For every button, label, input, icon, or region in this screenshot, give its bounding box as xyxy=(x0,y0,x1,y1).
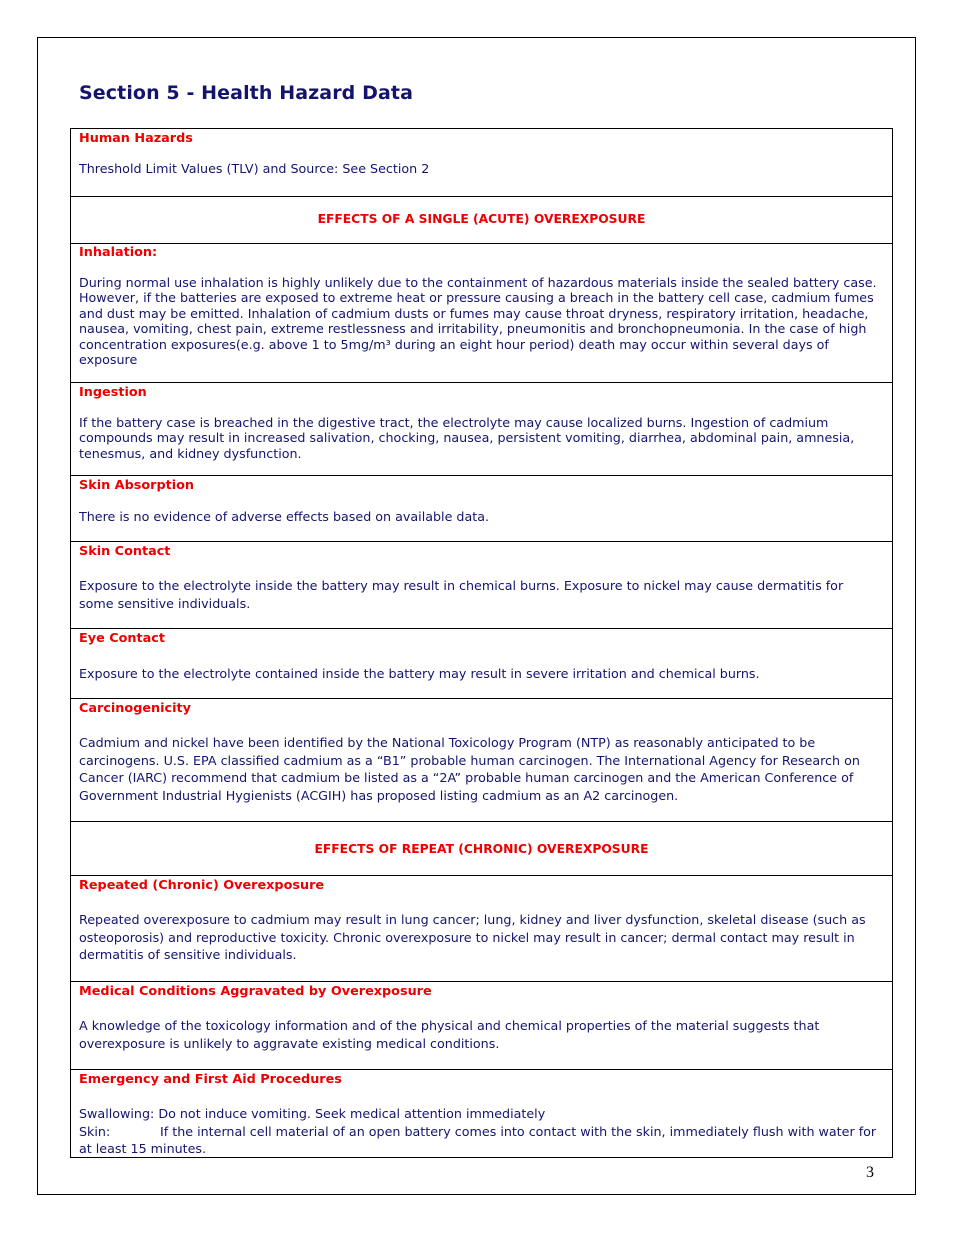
first-aid-skin-continuation: at least 15 minutes. xyxy=(79,1141,207,1157)
carcinogenicity-block xyxy=(71,698,892,821)
chronic-banner-block xyxy=(71,821,892,875)
skin-absorption-heading: Skin Absorption xyxy=(79,478,195,493)
medical-conditions-block xyxy=(71,981,892,1069)
first-aid-skin-label: Skin: xyxy=(79,1123,111,1139)
skin-absorption-text: There is no evidence of adverse effects based on available data. xyxy=(79,509,490,524)
inhalation-text: During normal use inhalation is highly unlikely due to the containment of hazardous materials inside the sealed battery case. However, if the batteries are exposed to extreme heat or pressure causing a breach in the battery cell case, cadmium fumes and dust may be emitted. Inhalation of cadmium dusts or fumes may cause throat dryness, respiratory irritation, headache, nausea, vomiting, chest pain, extreme restlessness and irritability, pneumonitis and bronchopneumonia. In the case of high concentration exposures(e.g. above 1 to 5mg/m³ during an eight hour period) death may occur within several days of exposure xyxy=(79,275,877,368)
skin-contact-heading: Skin Contact xyxy=(79,544,171,559)
chronic-overexposure-banner: EFFECTS OF REPEAT (CHRONIC) OVEREXPOSURE xyxy=(314,842,649,856)
eye-contact-text: Exposure to the electrolyte contained inside the battery may result in severe irritation and chemical burns. xyxy=(79,666,760,681)
carcinogenicity-text: Cadmium and nickel have been identified by the National Toxicology Program (NTP) as reasonably anticipated to be carcinogens. U.S. EPA classified cadmium as a “B1” probable human carcinogen. The International Agency for Research on Cancer (IARC) recommend that cadmium be listed as a “2A” probable human carcinogen and the American Conference of Government Industrial Hygienists (ACGIH) has proposed listing cadmium as an A2 carcinogen. xyxy=(79,735,860,803)
acute-overexposure-banner: EFFECTS OF A SINGLE (ACUTE) OVEREXPOSURE xyxy=(317,212,646,226)
eye-contact-block xyxy=(71,628,892,698)
chronic-heading: Repeated (Chronic) Overexposure xyxy=(79,878,325,893)
eye-contact-heading: Eye Contact xyxy=(79,631,165,646)
carcinogenicity-heading: Carcinogenicity xyxy=(79,701,191,716)
first-aid-text xyxy=(79,1105,878,1158)
skin-contact-block xyxy=(71,541,892,628)
first-aid-skin-line xyxy=(79,1123,878,1141)
human-hazards-text: Threshold Limit Values (TLV) and Source: See Section 2 xyxy=(79,161,430,176)
inhalation-block xyxy=(71,243,892,382)
medical-conditions-text: A knowledge of the toxicology information and of the physical and chemical properties of the material suggests that overexposure is unlikely to aggravate existing medical conditions. xyxy=(79,1018,820,1051)
first-aid-skin-text: If the internal cell material of an open battery comes into contact with the skin, immediately flush with water for xyxy=(160,1123,877,1139)
human-hazards-heading: Human Hazards xyxy=(79,131,193,146)
first-aid-swallowing: Swallowing: Do not induce vomiting. Seek medical attention immediately xyxy=(79,1106,546,1121)
ingestion-block xyxy=(71,382,892,475)
chronic-text: Repeated overexposure to cadmium may result in lung cancer; lung, kidney and liver dysfunction, skeletal disease (such as osteoporosis) and reproductive toxicity. Chronic overexposure to nickel may result in cancer; dermal contact may result in dermatitis of sensitive individuals. xyxy=(79,912,866,963)
medical-conditions-heading: Medical Conditions Aggravated by Overexposure xyxy=(79,984,432,999)
first-aid-block xyxy=(71,1069,892,1157)
skin-absorption-block xyxy=(71,475,892,541)
ingestion-text: If the battery case is breached in the digestive tract, the electrolyte may cause localized burns. Ingestion of cadmium compounds may result in increased salivation, chocking, nausea, persistent vomiting, diarrhea, abdominal pain, amnesia, tenesmus, and kidney dysfunction. xyxy=(79,415,855,461)
page-title: Section 5 - Health Hazard Data xyxy=(79,82,413,104)
inhalation-heading: Inhalation: xyxy=(79,245,158,260)
first-aid-heading: Emergency and First Aid Procedures xyxy=(79,1072,342,1087)
health-hazard-table xyxy=(70,128,893,1158)
ingestion-heading: Ingestion xyxy=(79,385,147,400)
chronic-block xyxy=(71,875,892,981)
skin-contact-text: Exposure to the electrolyte inside the battery may result in chemical burns. Exposure to nickel may cause dermatitis for some sensitive individuals. xyxy=(79,578,844,611)
acute-banner-block xyxy=(71,196,892,243)
human-hazards-block xyxy=(71,129,892,196)
page-number: 3 xyxy=(866,1164,874,1181)
